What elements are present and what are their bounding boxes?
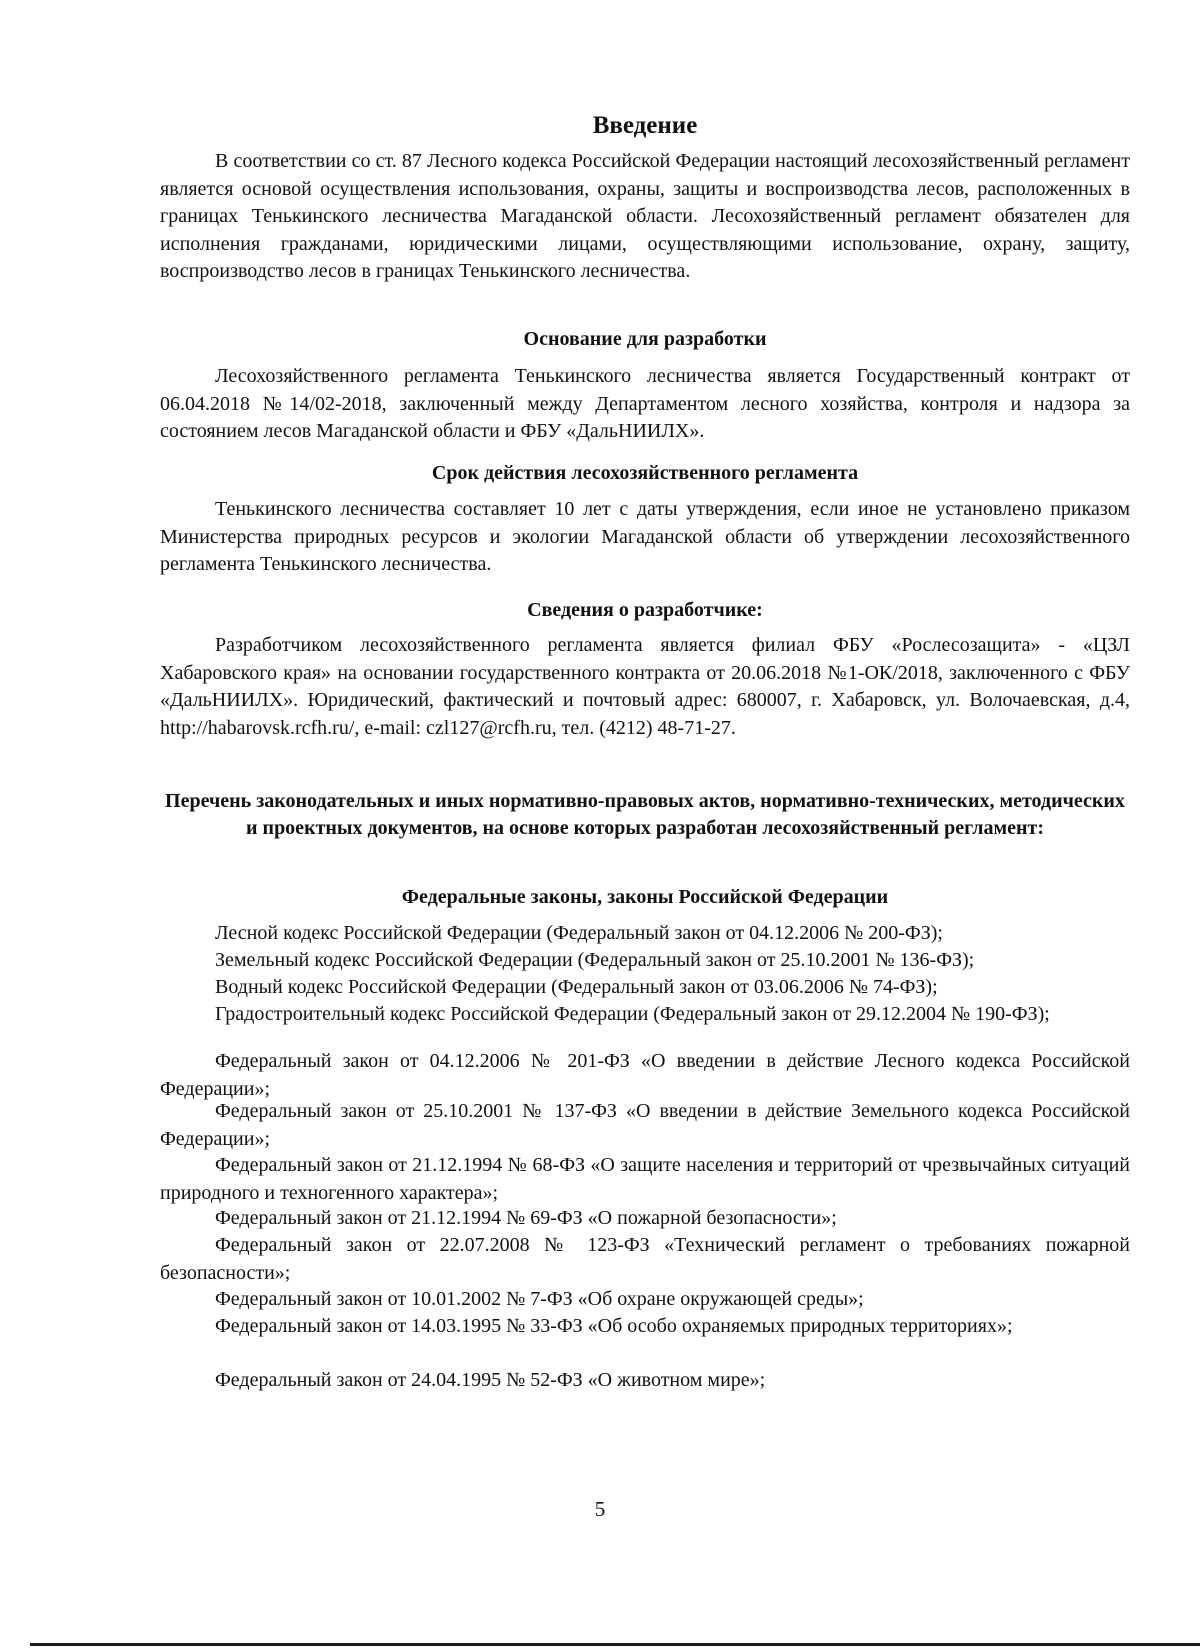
federal-laws-title: Федеральные законы, законы Российской Федерации	[401, 886, 889, 908]
section-title-developer: Сведения о разработчике:	[527, 599, 763, 621]
section-text-basis: Лесохозяйственного регламента Тенькинского лесничества является Государственный контракт от 06.04.2018 №14/02-2018, заключенный между Департаментом лесного хозяйства, контроля и надзора за состоянием лесов Магаданской области и ФБУ «ДальНИИЛХ».	[160, 365, 1130, 442]
law-item: Федеральный закон от 21.12.1994 № 68-ФЗ «О защите населения и территорий от чрезвычайных ситуаций природного и техногенного характера»;	[160, 1154, 1130, 1204]
section-title-basis: Основание для разработки	[523, 328, 767, 350]
list-title: Перечень законодательных и иных нормативно-правовых актов, нормативно-технических, методических и проектных документов, на основе которых разработан лесохозяйственный регламент:	[165, 790, 1125, 839]
intro-paragraph: В соответствии со ст. 87 Лесного кодекса Российской Федерации настоящий лесохозяйственный регламент является основой осуществления использования, охраны, защиты и воспроизводства лесов, расположенных в границах Тенькинского лесничества Магаданской области. Лесохозяйственный регламент обязателен для исполнения гражданами, юридическими лицами, осуществляющими использование, охрану, защиту, воспроизводство лесов в границах Тенькинского лесничества.	[160, 150, 1130, 282]
law-item: Федеральный закон от 10.01.2002 № 7-ФЗ «Об охране окружающей среды»;	[215, 1288, 864, 1310]
section-text-term: Тенькинского лесничества составляет 10 лет с даты утверждения, если иное не установлено приказом Министерства природных ресурсов и экологии Магаданской области об утверждении лесохозяйственного регламента Тенькинского лесничества.	[160, 498, 1130, 575]
law-item: Федеральный закон от 24.04.1995 № 52-ФЗ «О животном мире»;	[215, 1369, 766, 1391]
law-item: Градостроительный кодекс Российской Федерации (Федеральный закон от 29.12.2004 № 190-ФЗ);	[215, 1003, 1050, 1025]
law-item: Федеральный закон от 21.12.1994 № 69-ФЗ «О пожарной безопасности»;	[215, 1207, 837, 1229]
law-item: Водный кодекс Российской Федерации (Федеральный закон от 03.06.2006 № 74-ФЗ);	[215, 976, 938, 998]
section-text-developer: Разработчиком лесохозяйственного регламента является филиал ФБУ «Рослесозащита» - «ЦЗЛ Хабаровского края» на основании государственного контракта от 20.06.2018 №1-ОК/2018, заключенного с ФБУ «ДальНИИЛХ». Юридический, фактический и почтовый адрес: 680007, г. Хабаровск, ул. Волочаевская, д.4, http://habarovsk.rcfh.ru/, e-mail: czl127@rcfh.ru, тел. (4212) 48-71-27.	[160, 634, 1130, 739]
law-item: Федеральный закон от 14.03.1995 № 33-ФЗ «Об особо охраняемых природных территориях»;	[215, 1315, 1013, 1337]
section-title-term: Срок действия лесохозяйственного регламента	[431, 462, 859, 484]
page-number: 5	[594, 1497, 606, 1521]
law-item: Земельный кодекс Российской Федерации (Федеральный закон от 25.10.2001 № 136-ФЗ);	[215, 949, 975, 971]
law-item: Федеральный закон от 04.12.2006 № 201-ФЗ «О введении в действие Лесного кодекса Российской Федерации»;	[160, 1050, 1130, 1100]
law-item: Лесной кодекс Российской Федерации (Федеральный закон от 04.12.2006 № 200-ФЗ);	[215, 922, 943, 944]
law-item: Федеральный закон от 25.10.2001 № 137-ФЗ «О введении в действие Земельного кодекса Российской Федерации»;	[160, 1100, 1130, 1150]
bottom-rule	[30, 1643, 1200, 1646]
page-title: Введение	[592, 112, 698, 139]
law-item: Федеральный закон от 22.07.2008 № 123-ФЗ «Технический регламент о требованиях пожарной безопасности»;	[160, 1234, 1130, 1284]
